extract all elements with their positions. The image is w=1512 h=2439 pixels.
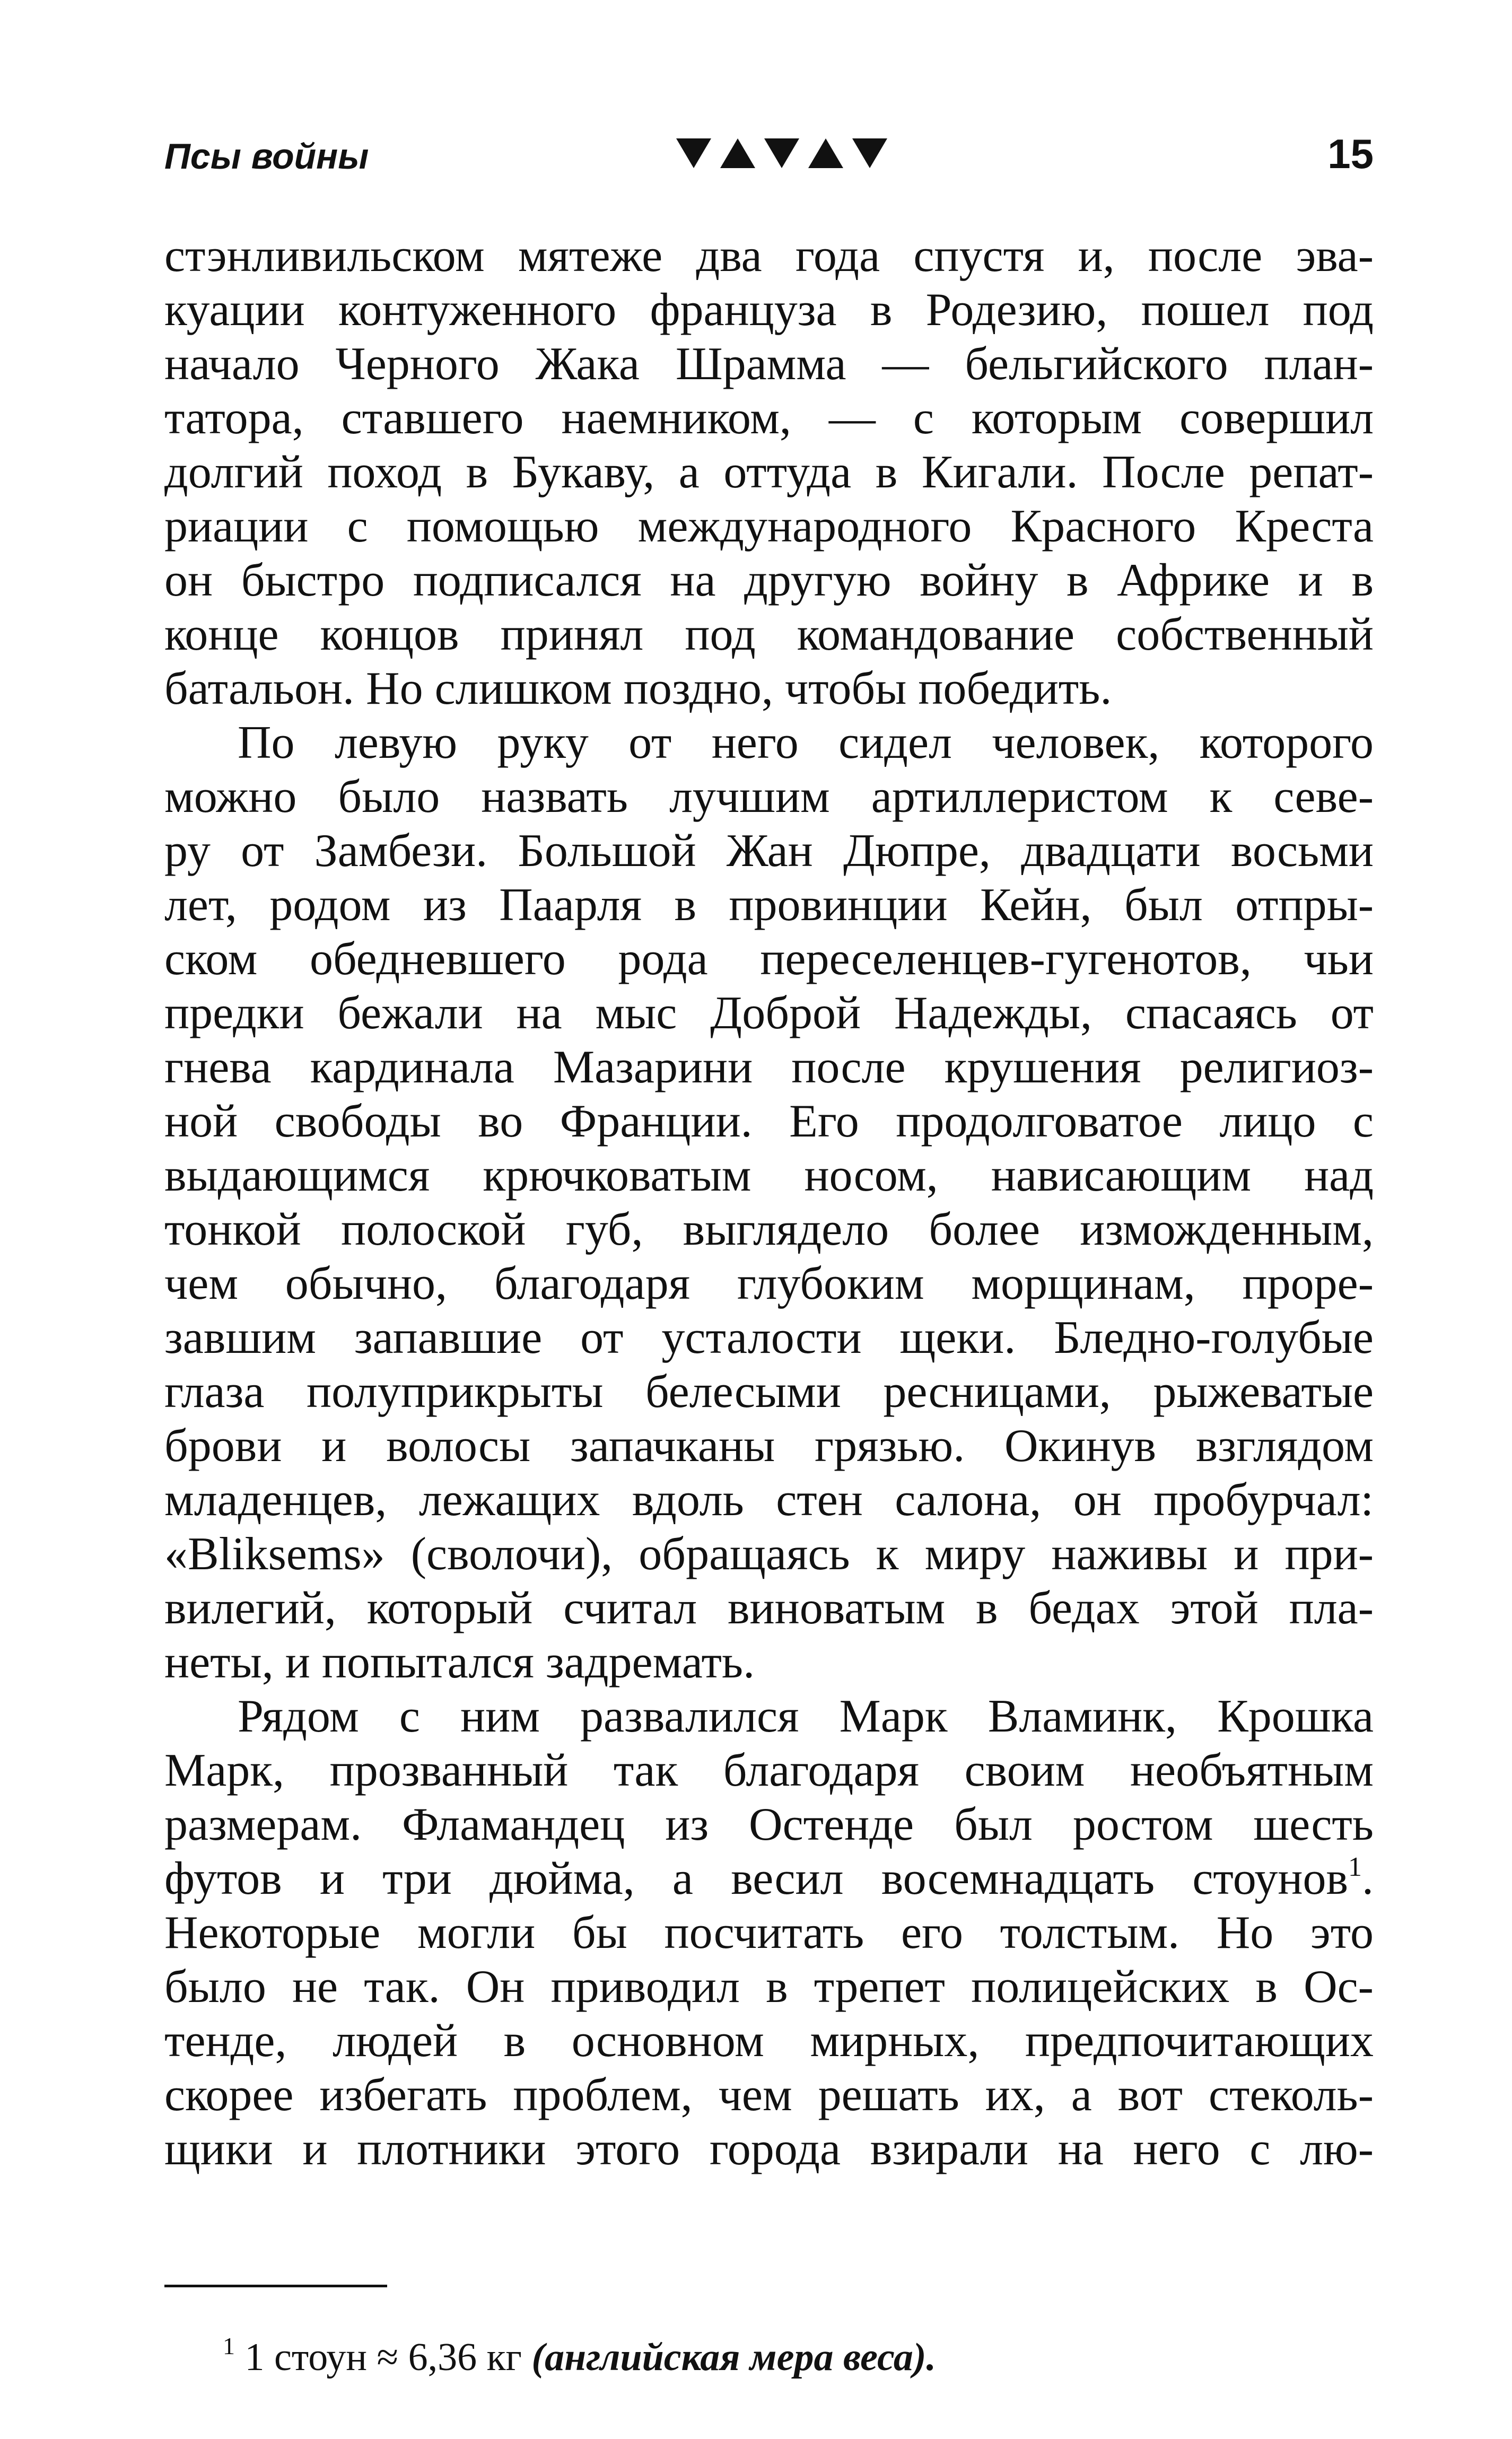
triangle-ornament-icon bbox=[674, 134, 896, 171]
text-line: чем обычно, благодаря глубоким морщинам, проре- bbox=[164, 1258, 1374, 1309]
text-line: «Bliksems» (сволочи), обращаясь к миру наживы и при- bbox=[164, 1528, 1374, 1580]
paragraph-3 bbox=[164, 1690, 1374, 2176]
text-line: куации контуженного француза в Родезию, пошел под bbox=[164, 284, 1374, 336]
text-line: Рядом с ним развалился Марк Вламинк, Крошка bbox=[238, 1691, 1374, 1742]
text-line: глаза полуприкрыты белесыми ресницами, рыжеватые bbox=[164, 1366, 1374, 1418]
footnote-reference[interactable]: 1 bbox=[1348, 1852, 1362, 1882]
text-line: брови и волосы запачканы грязью. Окинув взглядом bbox=[164, 1420, 1374, 1472]
text-line: начало Черного Жака Шрамма — бельгийского план- bbox=[164, 338, 1374, 390]
text-line-with-footnote bbox=[164, 1852, 1374, 1906]
text-line: щики и плотники этого города взирали на него с лю- bbox=[164, 2123, 1374, 2175]
text-line: По левую руку от него сидел человек, которого bbox=[238, 717, 1374, 768]
footnote-ref-punct: . bbox=[1362, 1853, 1374, 1904]
text-line: конце концов принял под командование собственный bbox=[164, 609, 1374, 660]
text-line: татора, ставшего наемником, — с которым совершил bbox=[164, 392, 1374, 444]
footnote-italic-text: (английская мера веса). bbox=[531, 2336, 937, 2379]
text-line: неты, и попытался задремать. bbox=[164, 1637, 755, 1688]
text-line: тенде, людей в основном мирных, предпочитающих bbox=[164, 2015, 1374, 2067]
text-line: тонкой полоской губ, выглядело более изможденным, bbox=[164, 1204, 1374, 1255]
text-line-content: футов и три дюйма, а весил восемнадцать стоунов bbox=[164, 1853, 1348, 1904]
text-line: размерам. Фламандец из Остенде был ростом шесть bbox=[164, 1799, 1374, 1850]
paragraph-2 bbox=[164, 716, 1374, 1690]
text-line: риации с помощью международного Красного Креста bbox=[164, 501, 1374, 552]
text-line: выдающимся крючковатым носом, нависающим над bbox=[164, 1150, 1374, 1201]
footnote bbox=[223, 2333, 936, 2381]
text-line: лет, родом из Паарля в провинции Кейн, был отпры- bbox=[164, 879, 1374, 931]
text-line: батальон. Но слишком поздно, чтобы победить. bbox=[164, 663, 1112, 714]
footnote-mark: 1 bbox=[223, 2332, 235, 2359]
running-title: Псы войны bbox=[164, 136, 369, 177]
text-line: было не так. Он приводил в трепет полицейских в Ос- bbox=[164, 1961, 1374, 2013]
text-line: вилегий, который считал виноватым в бедах этой пла- bbox=[164, 1583, 1374, 1634]
page-header bbox=[164, 125, 1374, 183]
text-line: ском обедневшего рода переселенцев-гугенотов, чьи bbox=[164, 933, 1374, 985]
text-line: гнева кардинала Мазарини после крушения религиоз- bbox=[164, 1042, 1374, 1093]
body-text bbox=[164, 229, 1374, 2176]
text-line: стэнливильском мятеже два года спустя и, после эва- bbox=[164, 230, 1374, 282]
text-line: долгий поход в Букаву, а оттуда в Кигали. После репат- bbox=[164, 447, 1374, 498]
paragraph-1 bbox=[164, 229, 1374, 716]
text-line: ной свободы во Франции. Его продолговатое лицо с bbox=[164, 1096, 1374, 1147]
text-line: ру от Замбези. Большой Жан Дюпре, двадцати восьми bbox=[164, 825, 1374, 877]
footnote-text: 1 стоун ≈ 6,36 кг bbox=[235, 2336, 532, 2379]
text-line: завшим запавшие от усталости щеки. Бледно-голубые bbox=[164, 1312, 1374, 1363]
text-line: можно было назвать лучшим артиллеристом к севе- bbox=[164, 771, 1374, 823]
text-line: младенцев, лежащих вдоль стен салона, он пробурчал: bbox=[164, 1474, 1374, 1526]
text-line: Марк, прозванный так благодаря своим необъятным bbox=[164, 1745, 1374, 1796]
page-number: 15 bbox=[1327, 130, 1374, 177]
text-line: Некоторые могли бы посчитать его толстым. Но это bbox=[164, 1907, 1374, 1959]
text-line: предки бежали на мыс Доброй Надежды, спасаясь от bbox=[164, 987, 1374, 1039]
text-line: скорее избегать проблем, чем решать их, а вот стеколь- bbox=[164, 2069, 1374, 2121]
footnote-divider bbox=[164, 2285, 387, 2287]
text-line: он быстро подписался на другую войну в Африке и в bbox=[164, 555, 1374, 606]
